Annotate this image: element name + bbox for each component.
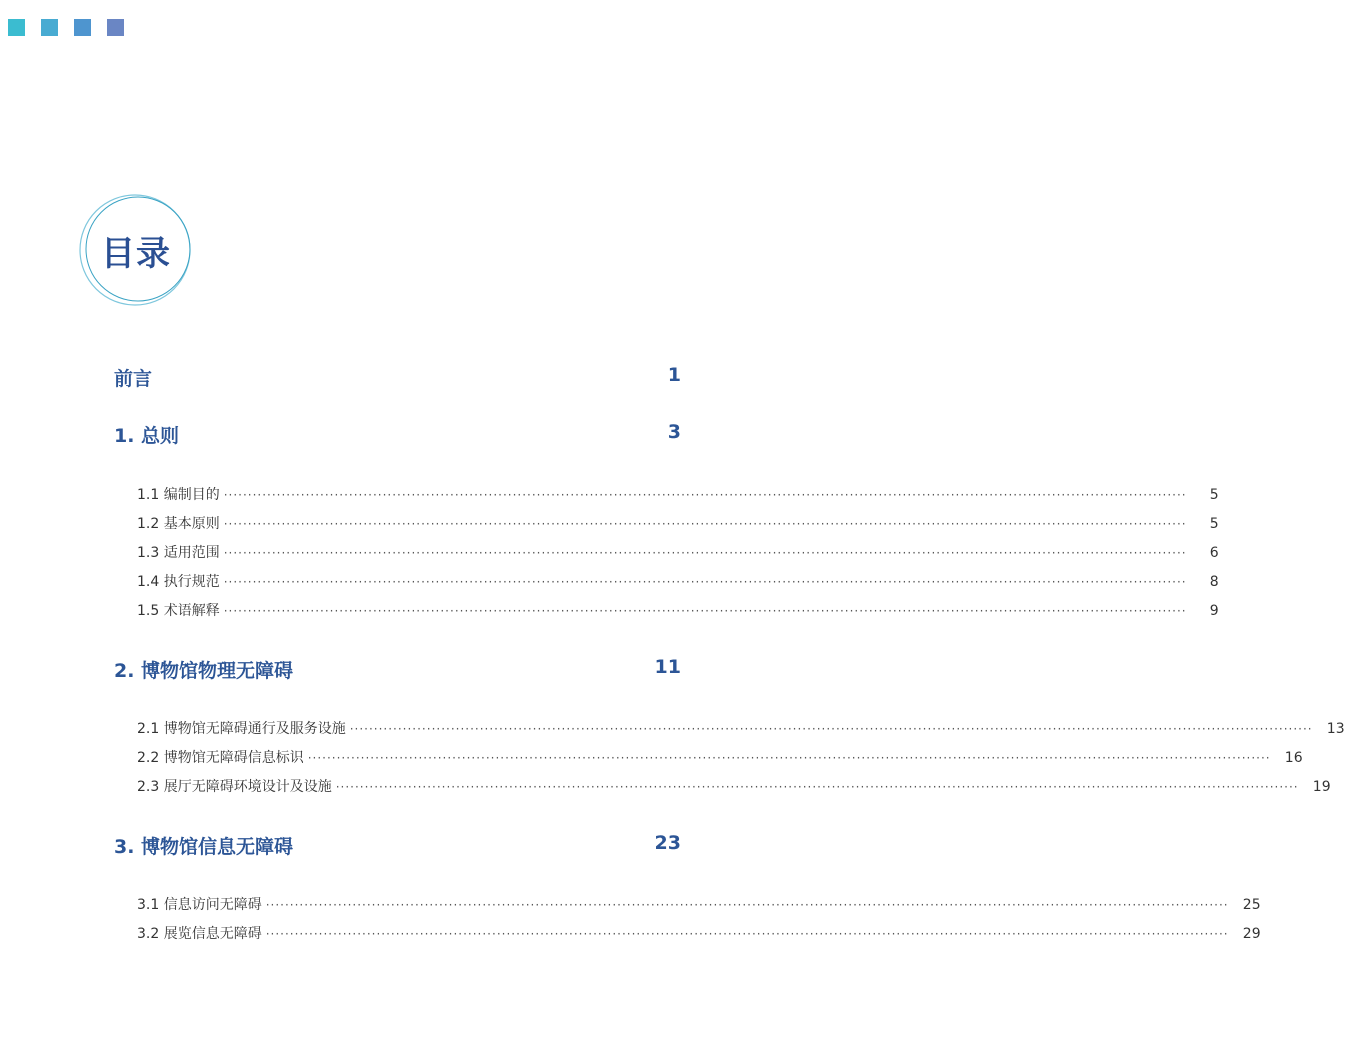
entry-label: 1.4 执行规范 [137, 574, 220, 590]
entry-page: 5 [1209, 516, 1219, 532]
entry-label: 1.3 适用范围 [137, 545, 220, 561]
chapter-page: 23 [654, 832, 681, 854]
dot-leader: ········································································································································································································ [349, 722, 1313, 736]
entry-label: 1.2 基本原则 [137, 516, 220, 532]
decor-square-4 [107, 19, 124, 36]
page-title: 目录 [101, 233, 171, 274]
toc-entry[interactable] [137, 513, 1219, 533]
decor-square-2 [41, 19, 58, 36]
entry-page: 13 [1326, 721, 1345, 737]
entry-label: 2.3 展厅无障碍环境设计及设施 [137, 779, 332, 795]
title-badge [78, 192, 194, 308]
toc-entry[interactable] [137, 923, 1261, 943]
entry-page: 19 [1312, 779, 1331, 795]
entry-label: 2.1 博物馆无障碍通行及服务设施 [137, 721, 346, 737]
chapter-page: 11 [654, 656, 681, 678]
entry-label: 1.1 编制目的 [137, 487, 220, 503]
dot-leader: ········································································································································································································ [223, 604, 1187, 618]
entry-page: 9 [1209, 603, 1219, 619]
toc-entry[interactable] [137, 600, 1219, 620]
toc-entry[interactable] [137, 571, 1219, 591]
chapter-page: 1 [667, 364, 681, 386]
entry-label: 3.2 展览信息无障碍 [137, 926, 262, 942]
dot-leader: ········································································································································································································ [223, 546, 1187, 560]
chapter-title: 1. 总则 [114, 425, 180, 447]
toc-chapter[interactable] [114, 656, 681, 683]
chapter-title: 前言 [114, 368, 153, 390]
toc-chapter[interactable] [114, 421, 681, 448]
entry-label: 1.5 术语解释 [137, 603, 220, 619]
toc-entry[interactable] [137, 484, 1219, 504]
toc-entry[interactable] [137, 776, 1331, 796]
dot-leader: ········································································································································································································ [223, 517, 1187, 531]
toc-entry[interactable] [137, 542, 1219, 562]
toc-chapter[interactable] [114, 832, 681, 859]
entry-label: 3.1 信息访问无障碍 [137, 897, 262, 913]
chapter-title: 3. 博物馆信息无障碍 [114, 836, 294, 858]
chapter-title: 2. 博物馆物理无障碍 [114, 660, 294, 682]
decor-square-3 [74, 19, 91, 36]
toc-entry[interactable] [137, 894, 1261, 914]
entry-page: 6 [1209, 545, 1219, 561]
chapter-page: 3 [667, 421, 681, 443]
decor-square-1 [8, 19, 25, 36]
entry-page: 29 [1242, 926, 1261, 942]
entry-page: 5 [1209, 487, 1219, 503]
toc-entry[interactable] [137, 747, 1303, 767]
entry-page: 16 [1284, 750, 1303, 766]
entry-label: 2.2 博物馆无障碍信息标识 [137, 750, 304, 766]
dot-leader: ········································································································································································································ [223, 488, 1187, 502]
dot-leader: ········································································································································································································ [307, 751, 1271, 765]
decorative-squares [8, 19, 124, 36]
dot-leader: ········································································································································································································ [335, 780, 1299, 794]
dot-leader: ········································································································································································································ [223, 575, 1187, 589]
dot-leader: ········································································································································································································ [265, 927, 1229, 941]
entry-page: 25 [1242, 897, 1261, 913]
dot-leader: ········································································································································································································ [265, 898, 1229, 912]
toc-entry[interactable] [137, 718, 1345, 738]
toc-chapter[interactable] [114, 364, 681, 391]
entry-page: 8 [1209, 574, 1219, 590]
